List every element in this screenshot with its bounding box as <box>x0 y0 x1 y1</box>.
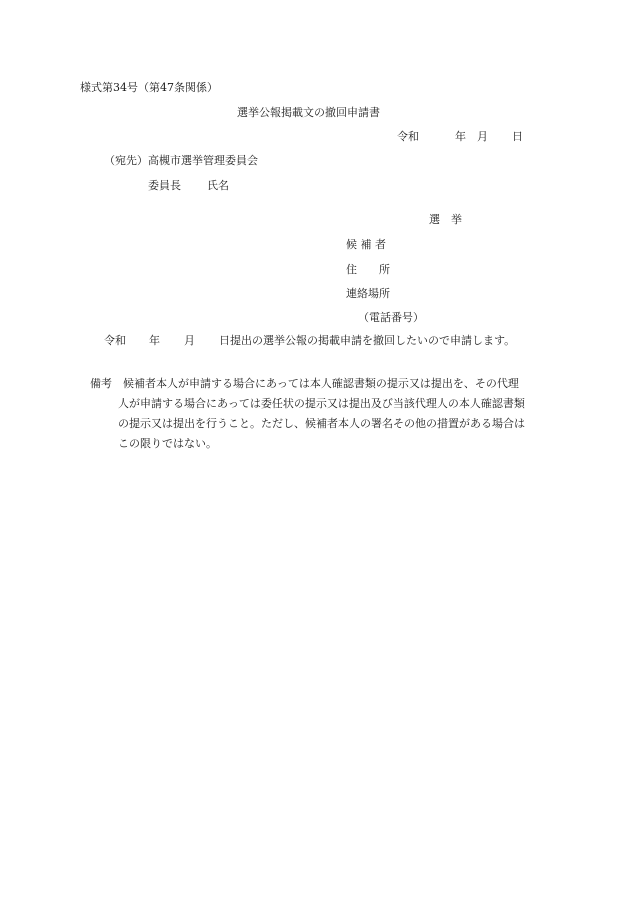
election-label: 選 挙 <box>429 213 462 226</box>
date-era: 令和 <box>397 130 419 143</box>
document-title: 選挙公報掲載文の撤回申請書 <box>237 106 380 119</box>
candidate-label: 候 補 者 <box>346 238 386 251</box>
addressee-name: 高槻市選挙管理委員会 <box>148 154 258 167</box>
statement-text: 日提出の選挙公報の掲載申請を撤回したいので申請します。 <box>219 334 516 347</box>
phone-label: （電話番号） <box>358 311 424 324</box>
remarks-block <box>90 374 560 454</box>
contact-label: 連絡場所 <box>346 287 390 300</box>
chair-name-label: 氏名 <box>207 179 229 192</box>
remarks-line: この限りではない。 <box>118 437 217 450</box>
remarks-line: 人が申請する場合にあっては委任状の提示又は提出及び当該代理人の本人確認書類 <box>118 397 525 410</box>
remarks-line: の提示又は提出を行うこと。ただし、候補者本人の署名その他の措置がある場合は <box>118 417 525 430</box>
date-month: 月 <box>477 130 488 143</box>
date-day: 日 <box>512 130 523 143</box>
statement-era: 令和 <box>104 334 126 347</box>
statement-month: 月 <box>184 334 195 347</box>
address-label: 住 所 <box>346 263 390 276</box>
statement-year: 年 <box>149 334 160 347</box>
date-year: 年 <box>455 130 466 143</box>
form-number: 様式第34号（第47条関係） <box>80 81 218 94</box>
remarks-first-line <box>90 374 560 394</box>
addressee-label: （宛先） <box>104 154 148 167</box>
chair-title: 委員長 <box>148 179 181 192</box>
remarks-label: 備考 <box>90 377 112 390</box>
remarks-line: 候補者本人が申請する場合にあっては本人確認書類の提示又は提出を、その代理 <box>123 377 519 390</box>
